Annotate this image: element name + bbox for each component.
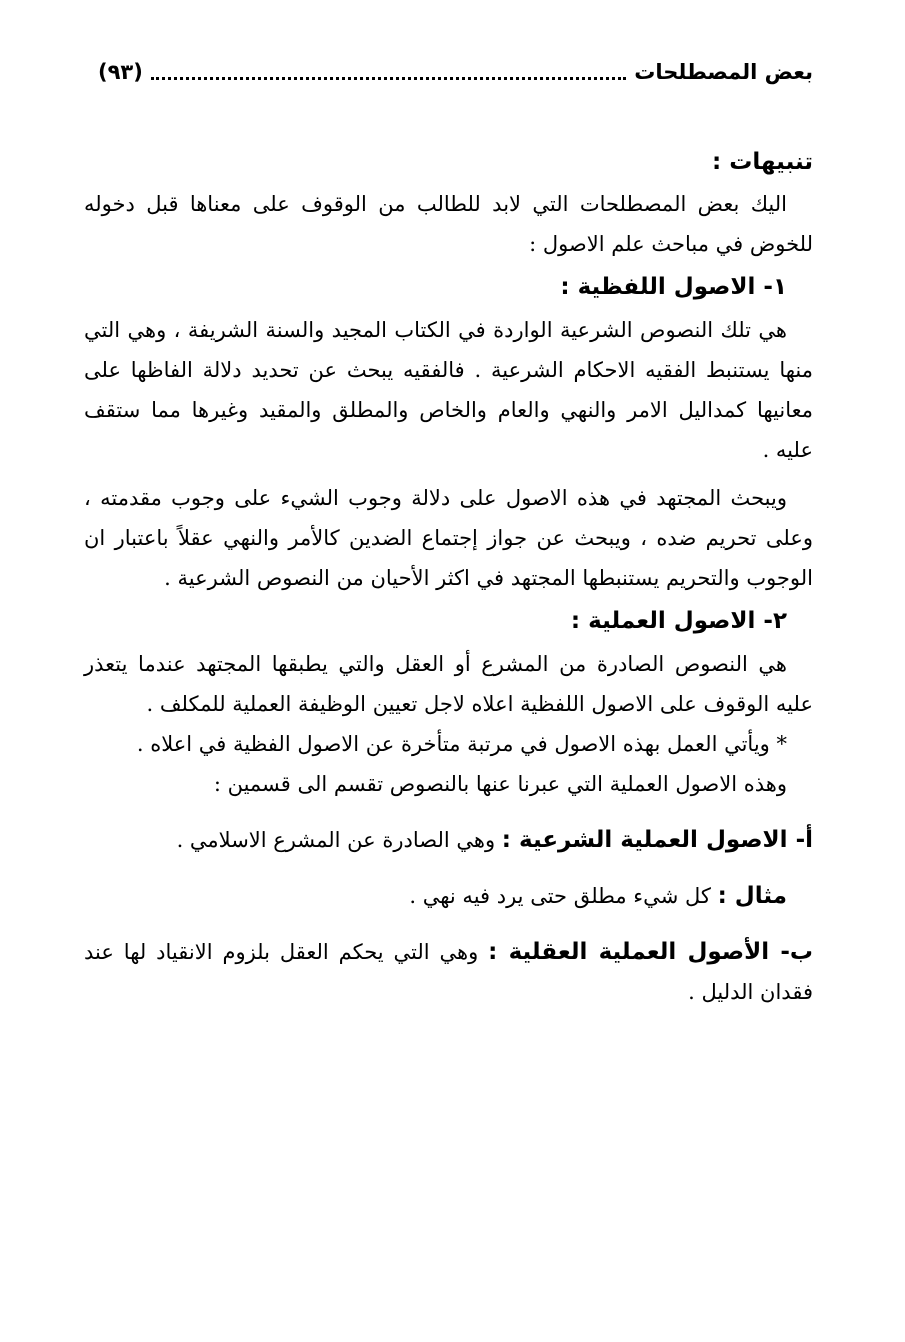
leader-dots: [151, 77, 626, 80]
verbal-paragraph-1: هي تلك النصوص الشرعية الواردة في الكتاب المجيد والسنة الشريفة ، وهي التي منها يستنبط الفقيه الاحكام الشرعية . فالفقيه يبحث عن تحديد دلالة الفاظها على معانيها كمداليل الامر والنهي والعام والخاص والمطلق والمقيد وغيرها مما ستقف عليه .: [84, 318, 813, 462]
example-paragraph: [84, 876, 813, 916]
practical-division: وهذه الاصول العملية التي عبرنا عنها بالنصوص تقسم الى قسمين :: [213, 772, 787, 796]
example-heading: مثال :: [717, 883, 787, 909]
intro-paragraph: اليك بعض المصطلحات التي لابد للطالب من الوقوف على معناها قبل دخوله للخوض في مباحث علم الاصول :: [84, 192, 813, 256]
practical-note: * ويأتي العمل بهذه الاصول في مرتبة متأخرة عن الاصول الفظية في اعلاه .: [136, 732, 787, 756]
heading-notes: تنبيهات :: [712, 149, 813, 175]
page-number: (٩٣): [98, 60, 143, 84]
running-head-title: بعض المصطلحات: [634, 60, 813, 84]
example-text: كل شيء مطلق حتى يرد فيه نهي .: [409, 884, 711, 908]
verbal-paragraph-2: ويبحث المجتهد في هذه الاصول على دلالة وجوب الشيء على وجوب مقدمته ، وعلى تحريم ضده ، ويبحث عن جواز إجتماع الضدين كالأمر والنهي عقلاً باعتبار ان الوجوب والتحريم يستنبطها المجتهد في اكثر الأحيان من النصوص الشرعية .: [84, 486, 813, 590]
heading-practical-principles: ٢- الاصول العملية :: [570, 608, 787, 634]
legal-principles-text: وهي الصادرة عن المشرع الاسلامي .: [176, 828, 496, 852]
rational-principles-paragraph: [84, 932, 813, 1012]
legal-principles-paragraph: [84, 820, 813, 860]
rational-principles-text: وهي التي يحكم العقل بلزوم الانقياد لها عند فقدان الدليل .: [84, 940, 813, 1004]
heading-verbal-principles: ١- الاصول اللفظية :: [560, 274, 787, 300]
running-head: [98, 54, 813, 90]
practical-paragraph-1: هي النصوص الصادرة من المشرع أو العقل والتي يطبقها المجتهد عندما يتعذر عليه الوقوف على الاصول اللفظية اعلاه لاجل تعيين الوظيفة العملية للمكلف .: [84, 652, 813, 716]
rational-principles-heading: ب- الأصول العملية العقلية :: [488, 939, 813, 965]
legal-principles-heading: أ- الاصول العملية الشرعية :: [501, 827, 813, 853]
page-body: [84, 140, 813, 1012]
